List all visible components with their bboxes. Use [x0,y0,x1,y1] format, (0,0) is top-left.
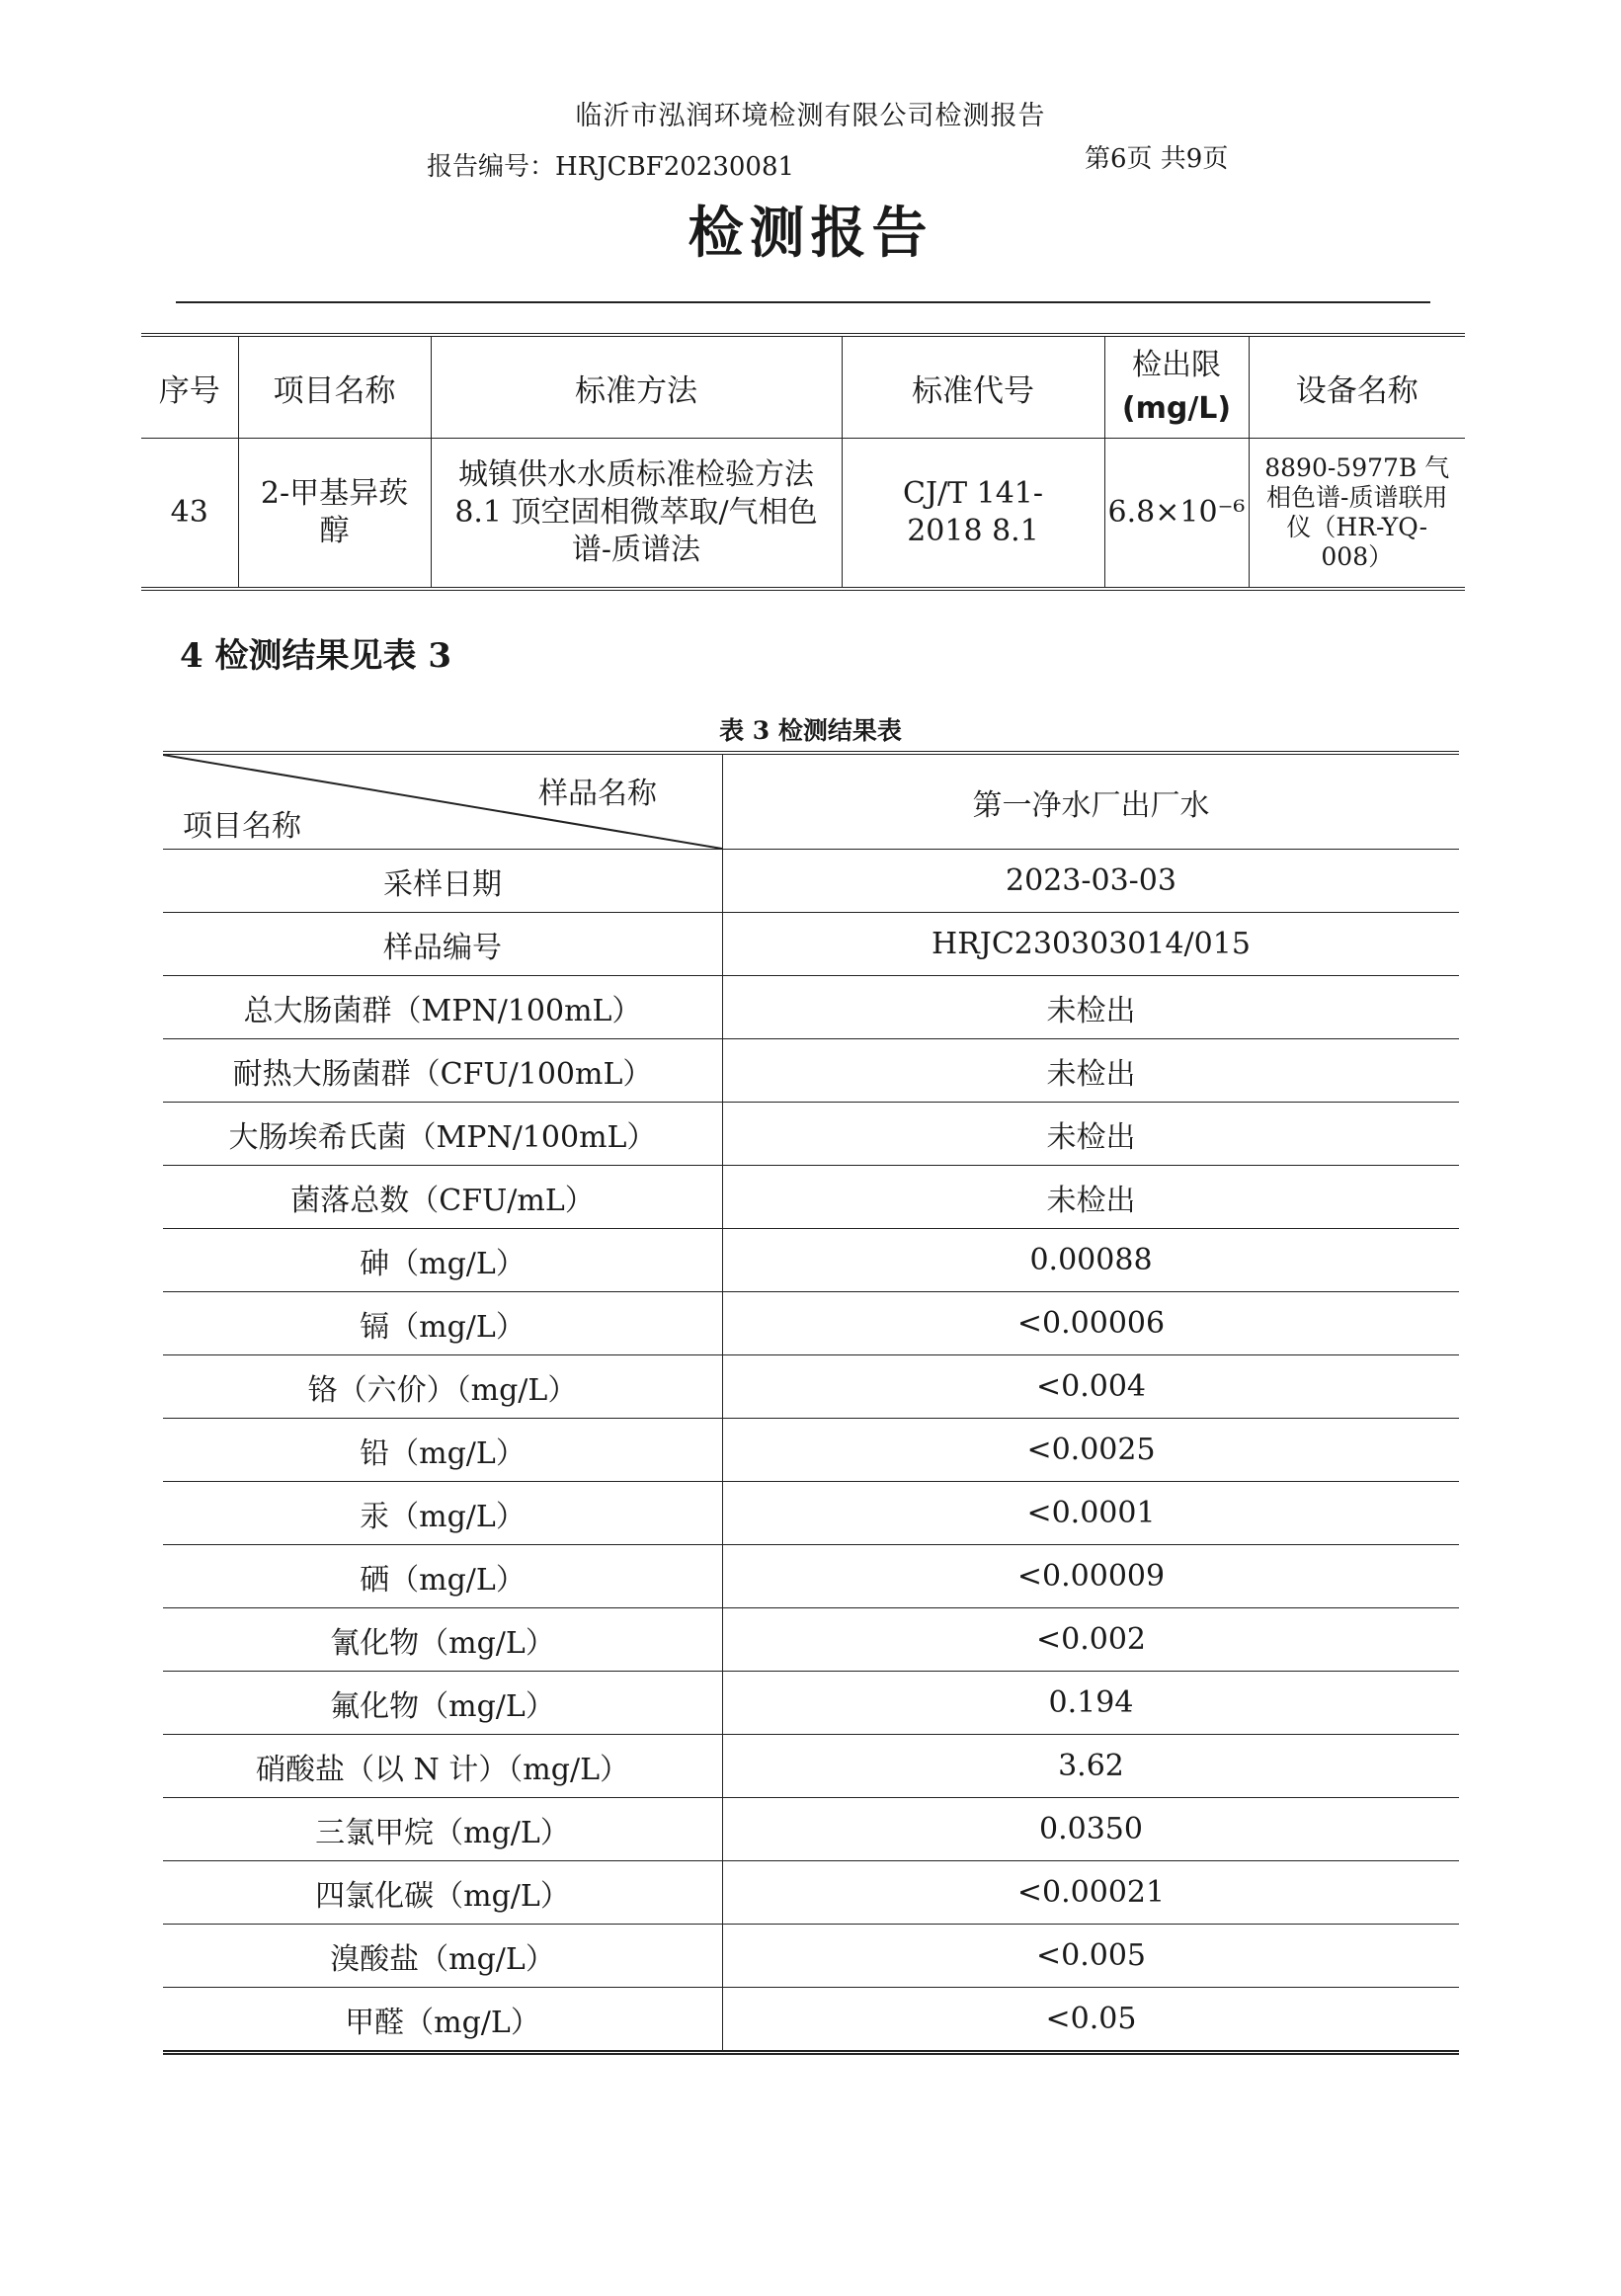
report-number: 报告编号：HRJCBF20230081 [427,152,795,182]
result-item: 铬（六价）（mg/L） [163,1355,723,1419]
item-name-header: 项目名称 [183,809,301,844]
header-code: 标准代号 [842,335,1104,439]
method-equipment: 8890-5977B 气相色谱-质谱联用仪（HR-YQ-008） [1249,439,1465,590]
result-value: 2023-03-03 [723,850,1460,913]
page-number: 第6页 共9页 [1085,144,1229,174]
result-item: 汞（mg/L） [163,1482,723,1545]
table-row [163,1798,1459,1861]
table-row [163,1861,1459,1925]
result-item: 镉（mg/L） [163,1292,723,1355]
header-limit [1104,335,1249,439]
title-divider [176,301,1430,303]
result-value: <0.00021 [723,1861,1460,1925]
result-value: <0.005 [723,1925,1460,1988]
method-no: 43 [141,439,238,590]
result-value: <0.05 [723,1988,1460,2053]
header-limit-unit: (mg/L) [1121,391,1232,426]
results-header-row [163,753,1459,850]
result-item: 耐热大肠菌群（CFU/100mL） [163,1039,723,1103]
sample-name-header: 样品名称 [538,777,657,811]
header-equipment: 设备名称 [1249,335,1465,439]
table-row [163,1482,1459,1545]
methods-header-row [141,335,1465,439]
result-value: <0.00009 [723,1545,1460,1608]
method-code: CJ/T 141-2018 8.1 [842,439,1104,590]
result-value: 0.194 [723,1672,1460,1735]
result-value: <0.004 [723,1355,1460,1419]
result-item: 砷（mg/L） [163,1229,723,1292]
result-value: 未检出 [723,1039,1460,1103]
result-item: 硝酸盐（以 N 计）（mg/L） [163,1735,723,1798]
table-row [163,1166,1459,1229]
result-item: 四氯化碳（mg/L） [163,1861,723,1925]
result-item: 氰化物（mg/L） [163,1608,723,1672]
result-item: 铅（mg/L） [163,1419,723,1482]
result-value: 0.0350 [723,1798,1460,1861]
table-row [163,1672,1459,1735]
table-row [163,1988,1459,2053]
result-value: <0.0025 [723,1419,1460,1482]
result-item: 氟化物（mg/L） [163,1672,723,1735]
table-row [163,850,1459,913]
result-item: 溴酸盐（mg/L） [163,1925,723,1988]
table-row [163,1355,1459,1419]
result-value: 3.62 [723,1735,1460,1798]
result-item: 甲醛（mg/L） [163,1988,723,2053]
document-title: 检测报告 [688,202,933,266]
result-item: 采样日期 [163,850,723,913]
table-row [163,913,1459,976]
sample-name: 第一净水厂出厂水 [723,753,1460,850]
results-table [163,751,1459,2055]
header-limit-label: 检出限 [1132,348,1221,382]
result-item: 总大肠菌群（MPN/100mL） [163,976,723,1039]
result-item: 样品编号 [163,913,723,976]
table-row [163,1292,1459,1355]
result-item: 三氯甲烷（mg/L） [163,1798,723,1861]
result-value: 未检出 [723,1166,1460,1229]
table-row [163,976,1459,1039]
result-item: 硒（mg/L） [163,1545,723,1608]
company-report-header: 临沂市泓润环境检测有限公司检测报告 [575,101,1046,131]
header-method: 标准方法 [431,335,842,439]
table-row [163,1229,1459,1292]
result-value: 未检出 [723,976,1460,1039]
table-row [163,1103,1459,1166]
result-value: 0.00088 [723,1229,1460,1292]
section-heading: 4 检测结果见表 3 [180,636,451,676]
results-caption: 表 3 检测结果表 [719,716,902,745]
result-item: 大肠埃希氏菌（MPN/100mL） [163,1103,723,1166]
method-name: 城镇供水水质标准检验方法 8.1 顶空固相微萃取/气相色谱-质谱法 [431,439,842,590]
result-value: <0.0001 [723,1482,1460,1545]
method-item: 2-甲基异莰醇 [238,439,431,590]
methods-row [141,439,1465,590]
header-item: 项目名称 [238,335,431,439]
result-value: HRJC230303014/015 [723,913,1460,976]
result-value: <0.002 [723,1608,1460,1672]
header-no: 序号 [141,335,238,439]
result-item: 菌落总数（CFU/mL） [163,1166,723,1229]
table-row [163,1735,1459,1798]
result-value: 未检出 [723,1103,1460,1166]
methods-table [141,333,1465,591]
table-row [163,1925,1459,1988]
diagonal-header-cell [163,753,723,850]
table-row [163,1545,1459,1608]
result-value: <0.00006 [723,1292,1460,1355]
table-row [163,1419,1459,1482]
table-row [163,1608,1459,1672]
method-limit: 6.8×10⁻⁶ [1104,439,1249,590]
table-row [163,1039,1459,1103]
